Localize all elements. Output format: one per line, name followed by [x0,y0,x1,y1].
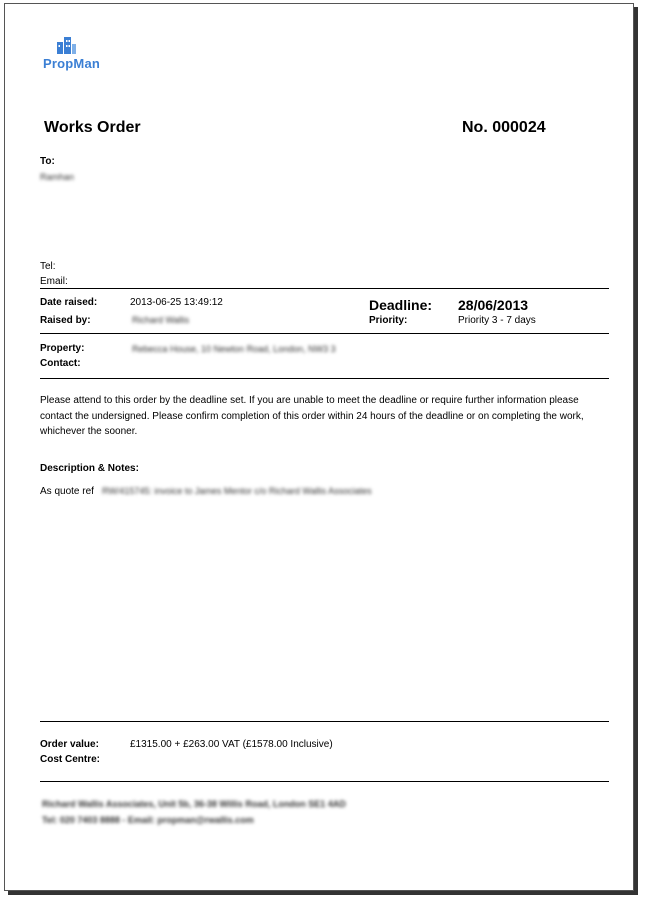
email-label: Email: [40,276,68,287]
divider [40,721,609,722]
contact-label: Contact: [40,358,81,369]
description-label: Description & Notes: [40,463,139,474]
footer-contact: Tel: 020 7403 8888 - Email: propman@rwallis.com [42,815,254,825]
divider [40,378,609,379]
property-value: Rebecca House, 10 Newton Road, London, NW3 3 [132,344,336,354]
document-title: Works Order [44,119,141,136]
building-icon [55,36,77,54]
instructions-text: Please attend to this order by the deadline set. If you are unable to meet the deadline or require further information please contact the undersigned. Please confirm completion of this order within 24 hours of the deadline or on completing the work, whichever the sooner. [40,395,584,437]
deadline-label: Deadline: [369,297,433,313]
deadline-value: 28/06/2013 [458,297,529,313]
divider [40,288,609,289]
to-value: Ramhan [40,172,75,182]
tel-label: Tel: [40,261,56,272]
property-label: Property: [40,343,85,354]
footer-address: Richard Wallis Associates, Unit 5b, 36-38 Willis Road, London SE1 4AD [42,799,346,809]
raised-by-value: Richard Wallis [132,315,190,325]
logo-text: PropMan [43,56,101,71]
divider [40,781,609,782]
propman-logo [43,36,113,76]
order-value-label: Order value: [40,739,99,750]
order-value: £1315.00 + £263.00 VAT (£1578.00 Inclusive) [130,739,333,750]
date-raised-value: 2013-06-25 13:49:12 [130,297,223,308]
document-page [4,3,634,891]
priority-label: Priority: [369,315,408,326]
priority-value: Priority 3 - 7 days [458,315,536,326]
divider [40,333,609,334]
raised-by-label: Raised by: [40,315,91,326]
order-number: No. 000024 [462,119,546,136]
date-raised-label: Date raised: [40,297,98,308]
to-label: To: [40,156,55,167]
cost-centre-label: Cost Centre: [40,754,101,765]
description-value: RW/415745: invoice to James Mentor c/o Richard Wallis Associates [102,486,372,496]
description-prefix: As quote ref [40,486,94,497]
